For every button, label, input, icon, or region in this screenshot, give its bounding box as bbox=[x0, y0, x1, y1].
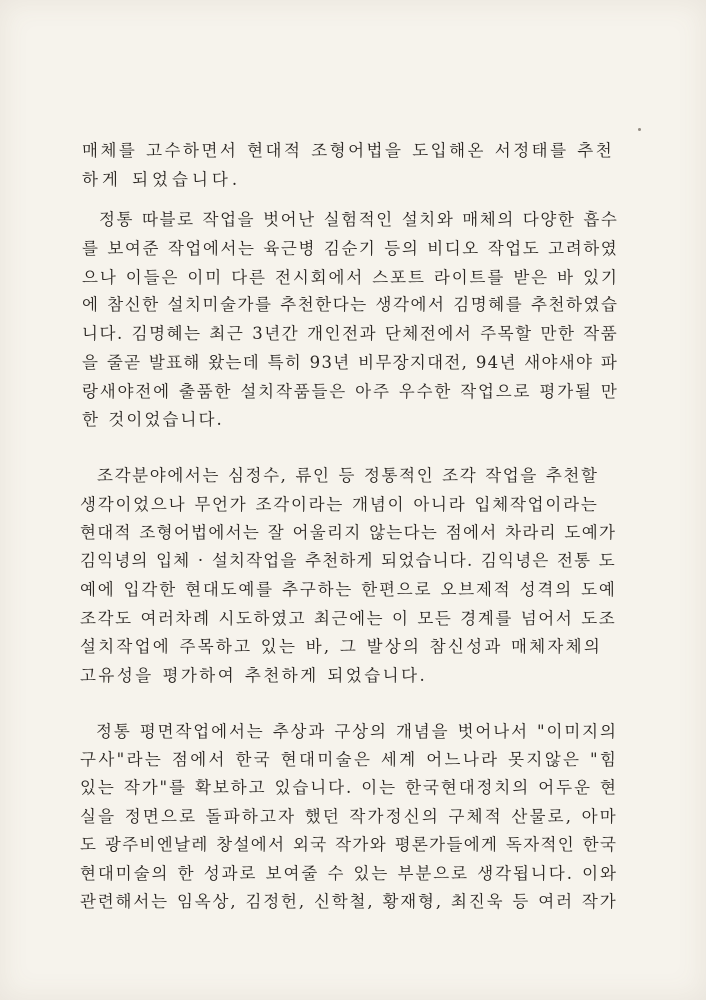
text-line: 하게 되었습니다. bbox=[82, 170, 242, 189]
paper-speck bbox=[638, 128, 641, 131]
text-line: 한 것이었습니다. bbox=[82, 410, 224, 429]
text-line: 있는 작가"를 확보하고 있습니다. 이는 한국현대정치의 어두운 현 bbox=[80, 778, 618, 797]
text-line: 실을 정면으로 돌파하고자 했던 작가정신의 구체적 산물로, 아마 bbox=[80, 807, 618, 826]
text-line: 구사"라는 점에서 한국 현대미술은 세계 어느나라 못지않은 "힘 bbox=[80, 750, 619, 769]
text-line: 설치작업에 주목하고 있는 바, 그 발상의 참신성과 매체자체의 bbox=[80, 637, 603, 656]
text-line: 도 광주비엔날레 창설에서 외국 작가와 평론가들에게 독자적인 한국 bbox=[80, 835, 618, 854]
text-line: 조각도 여러차례 시도하였고 최근에는 이 모든 경계를 넘어서 도조 bbox=[80, 609, 617, 628]
text-line: 매체를 고수하면서 현대적 조형어법을 도입해온 서정태를 추천 bbox=[82, 141, 615, 160]
text-line: 관련해서는 임옥상, 김정헌, 신학철, 황재형, 최진욱 등 여러 작가 bbox=[80, 892, 618, 911]
text-line: 정통 평면작업에서는 추상과 구상의 개념을 벗어나서 "이미지의 bbox=[96, 722, 618, 741]
text-line: 랑새야전에 출품한 설치작품들은 아주 우수한 작업으로 평가될 만 bbox=[82, 382, 619, 401]
text-line: 현대미술의 한 성과로 보여줄 수 있는 부분으로 생각됩니다. 이와 bbox=[80, 864, 618, 883]
text-line: 를 보여준 작업에서는 육근병 김순기 등의 비디오 작업도 고려하였 bbox=[82, 239, 619, 258]
text-line: 김익녕의 입체 · 설치작업을 추천하게 되었습니다. 김익녕은 전통 도 bbox=[80, 551, 616, 570]
text-line: 정통 따블로 작업을 벗어난 실험적인 설치와 매체의 다양한 흡수 bbox=[99, 210, 619, 229]
text-line: 니다. 김명혜는 최근 3년간 개인전과 단체전에서 주목할 만한 작품 bbox=[82, 324, 619, 343]
text-line: 현대적 조형어법에서는 잘 어울리지 않는다는 점에서 차라리 도예가 bbox=[80, 523, 617, 542]
text-line: 생각이었으나 무언가 조각이라는 개념이 아니라 입체작업이라는 bbox=[80, 495, 599, 514]
text-line: 을 줄곧 발표해 왔는데 특히 93년 비무장지대전, 94년 새야새야 파 bbox=[82, 353, 619, 372]
text-line: 예에 입각한 현대도예를 추구하는 한편으로 오브제적 성격의 도예 bbox=[80, 580, 617, 599]
text-line: 고유성을 평가하여 추천하게 되었습니다. bbox=[80, 666, 428, 685]
text-line: 으나 이들은 이미 다른 전시회에서 스포트 라이트를 받은 바 있기 bbox=[82, 268, 619, 287]
text-line: 조각분야에서는 심정수, 류인 등 정통적인 조각 작업을 추천할 bbox=[97, 466, 599, 485]
text-line: 에 참신한 설치미술가를 추천한다는 생각에서 김명혜를 추천하였습 bbox=[82, 295, 619, 314]
